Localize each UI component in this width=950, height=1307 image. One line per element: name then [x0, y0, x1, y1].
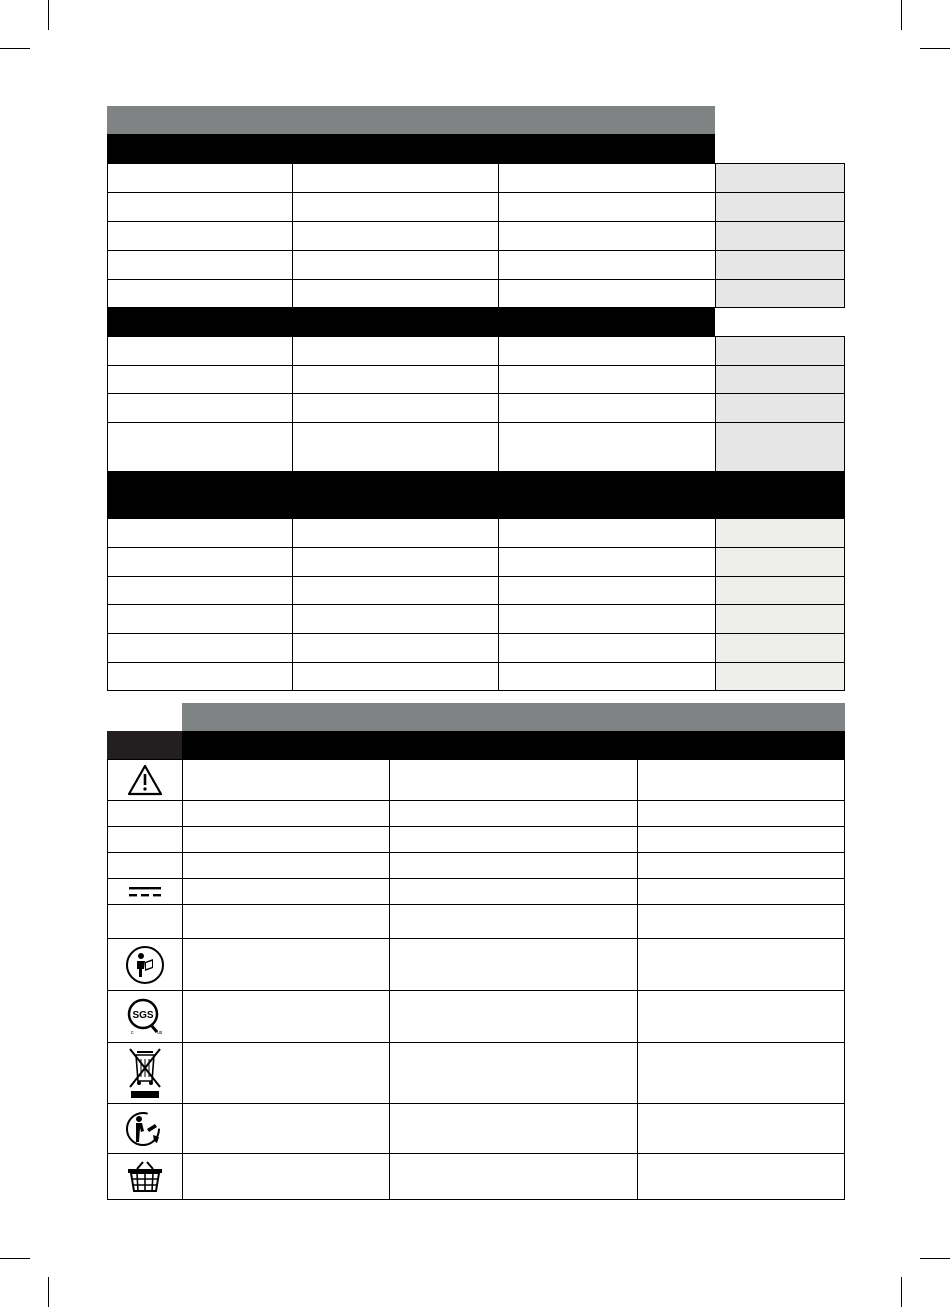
symbol-description-cell — [389, 1103, 638, 1154]
symbol-description-cell — [182, 800, 390, 827]
spec-table-cell — [292, 336, 499, 366]
symbol-description-cell — [637, 938, 845, 991]
spec-table-cell — [498, 336, 716, 366]
spec-table-cell — [292, 221, 499, 251]
symbol-description-cell — [637, 759, 845, 801]
spec-table-cell — [498, 633, 716, 663]
warning-triangle-icon — [108, 760, 182, 800]
spec-table-cell — [292, 163, 499, 193]
symbol-description-cell — [182, 938, 390, 991]
symbol-description-cell — [182, 1103, 390, 1154]
spec-table-cell — [107, 576, 293, 605]
spec-table-cell — [107, 221, 293, 251]
symbol-description-cell — [182, 904, 390, 939]
spec-table-cell — [292, 279, 499, 308]
spec-table-cell — [498, 547, 716, 577]
symbol-cell — [107, 1153, 183, 1200]
symbol-description-cell — [182, 759, 390, 801]
spec-table-cell — [498, 518, 716, 548]
spec-table-cell — [498, 192, 716, 222]
spec-value-cell — [715, 163, 845, 193]
spec-value-cell — [715, 250, 845, 280]
spec-table-cell — [292, 576, 499, 605]
symbols-table-corner — [107, 731, 182, 759]
spec-table-cell — [292, 393, 499, 423]
symbol-description-cell — [637, 800, 845, 827]
symbol-cell — [107, 990, 183, 1043]
spec-table-cell — [292, 604, 499, 634]
spec-table-cell — [498, 250, 716, 280]
symbol-description-cell — [637, 990, 845, 1043]
spec-table-cell — [498, 221, 716, 251]
spec-value-cell — [715, 192, 845, 222]
spec-table-cell — [292, 633, 499, 663]
spec-value-cell — [715, 279, 845, 308]
spec-table-cell — [107, 192, 293, 222]
symbol-description-cell — [389, 1042, 638, 1104]
symbols-table-black-header — [182, 731, 845, 759]
symbol-cell — [107, 759, 183, 801]
spec-value-cell — [715, 365, 845, 394]
spec-value-cell — [715, 662, 845, 691]
spec-table-cell — [292, 662, 499, 691]
spec-table-cell — [498, 576, 716, 605]
crop-mark — [901, 0, 902, 30]
symbol-description-cell — [389, 938, 638, 991]
spec-section-header-3 — [107, 471, 845, 518]
spec-table-cell — [292, 547, 499, 577]
crossed-bin-weee-icon — [108, 1043, 182, 1103]
symbol-description-cell — [637, 1153, 845, 1200]
crop-mark — [0, 48, 30, 49]
spec-value-cell — [715, 518, 845, 548]
spec-table-cell — [107, 633, 293, 663]
spec-table-cell — [107, 163, 293, 193]
symbol-description-cell — [637, 826, 845, 853]
symbol-description-cell — [389, 904, 638, 939]
spec-table-cell — [498, 662, 716, 691]
crop-mark — [48, 0, 49, 30]
crop-mark — [920, 1258, 950, 1259]
spec-table-cell — [498, 279, 716, 308]
symbol-description-cell — [389, 852, 638, 879]
symbol-cell — [107, 1042, 183, 1104]
spec-table-cell — [107, 250, 293, 280]
spec-table-cell — [498, 393, 716, 423]
sgs-certification-icon — [108, 991, 182, 1042]
symbol-description-cell — [389, 800, 638, 827]
spec-table-cell — [292, 250, 499, 280]
spec-value-cell — [715, 336, 845, 366]
crop-mark — [901, 1277, 902, 1307]
symbol-cell — [107, 938, 183, 991]
crop-mark — [920, 48, 950, 49]
symbol-description-cell — [182, 990, 390, 1043]
shopping-basket-icon — [108, 1154, 182, 1199]
spec-table-cell — [498, 422, 716, 472]
symbol-description-cell — [637, 1042, 845, 1104]
spec-value-cell — [715, 221, 845, 251]
spec-table-cell — [292, 365, 499, 394]
spec-table-cell — [107, 662, 293, 691]
symbol-cell — [107, 1103, 183, 1154]
read-manual-icon — [108, 939, 182, 990]
recycle-person-icon — [108, 1104, 182, 1153]
symbol-description-cell — [637, 852, 845, 879]
direct-current-icon — [108, 879, 182, 904]
spec-table-cell — [292, 518, 499, 548]
symbol-description-cell — [389, 759, 638, 801]
spec-value-cell — [715, 576, 845, 605]
spec-table-cell — [107, 336, 293, 366]
symbol-description-cell — [182, 826, 390, 853]
spec-table-cell — [292, 422, 499, 472]
symbol-description-cell — [182, 852, 390, 879]
spec-section-header-2 — [107, 307, 715, 336]
spec-section-header-1 — [107, 134, 715, 163]
svg-text:c: c — [131, 1029, 134, 1036]
symbols-table-gray-header — [182, 703, 845, 731]
symbol-description-cell — [637, 904, 845, 939]
crop-mark — [48, 1277, 49, 1307]
spec-table-cell — [107, 604, 293, 634]
svg-text:SGS: SGS — [132, 1009, 154, 1021]
symbol-cell — [107, 826, 183, 853]
crop-mark — [0, 1258, 30, 1259]
symbol-description-cell — [182, 1042, 390, 1104]
spec-table-cell — [107, 393, 293, 423]
spec-table-cell — [292, 192, 499, 222]
spec-table-cell — [107, 422, 293, 472]
svg-text:us: us — [157, 1029, 163, 1036]
symbol-description-cell — [637, 1103, 845, 1154]
spec-table-cell — [107, 279, 293, 308]
spec-table-cell — [498, 163, 716, 193]
symbol-description-cell — [389, 878, 638, 905]
spec-table-cell — [498, 604, 716, 634]
symbol-description-cell — [389, 990, 638, 1043]
spec-value-cell — [715, 547, 845, 577]
symbol-cell — [107, 852, 183, 879]
spec-table-gray-header — [107, 106, 715, 134]
spec-value-cell — [715, 604, 845, 634]
spec-table-cell — [107, 547, 293, 577]
spec-table-cell — [107, 518, 293, 548]
symbol-description-cell — [389, 1153, 638, 1200]
symbol-cell — [107, 904, 183, 939]
spec-value-cell — [715, 422, 845, 472]
symbol-cell — [107, 878, 183, 905]
spec-table-cell — [498, 365, 716, 394]
spec-value-cell — [715, 633, 845, 663]
spec-value-cell — [715, 393, 845, 423]
symbol-description-cell — [182, 878, 390, 905]
symbol-description-cell — [389, 826, 638, 853]
symbol-cell — [107, 800, 183, 827]
symbol-description-cell — [182, 1153, 390, 1200]
spec-table-cell — [107, 365, 293, 394]
symbol-description-cell — [637, 878, 845, 905]
